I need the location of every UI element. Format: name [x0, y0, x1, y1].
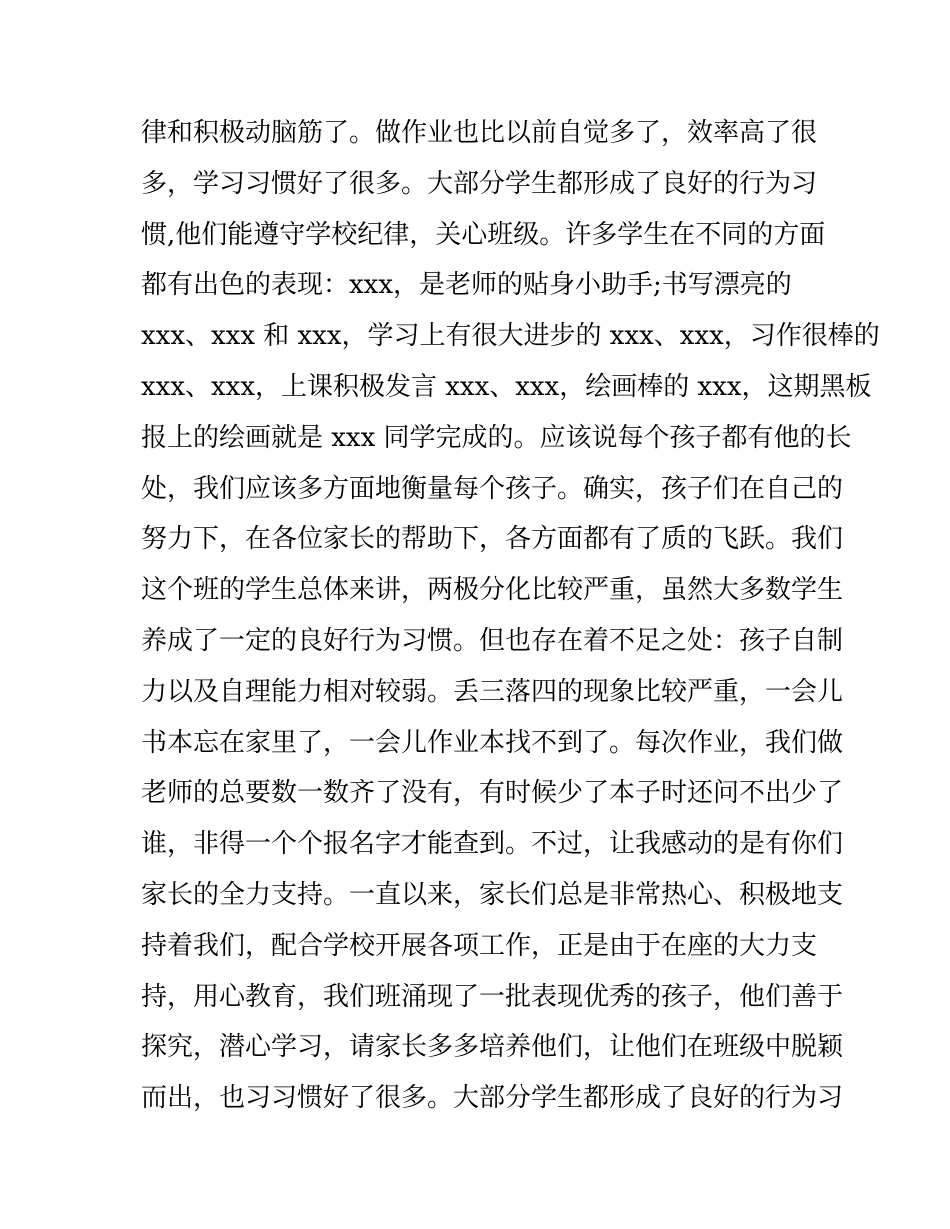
text-line: 处，我们应该多方面地衡量每个孩子。确实，孩子们在自己的	[141, 473, 844, 504]
text-line: 老师的总要数一数齐了没有，有时候少了本子时还问不出少了	[141, 778, 844, 809]
text-line: 惯,他们能遵守学校纪律，关心班级。许多学生在不同的方面	[141, 219, 826, 250]
text-line: xxx、xxx，上课积极发言 xxx、xxx，绘画棒的 xxx，这期黑板	[141, 371, 872, 402]
text-line: xxx、xxx 和 xxx，学习上有很大进步的 xxx、xxx，习作很棒的	[141, 321, 880, 352]
text-line: 努力下，在各位家长的帮助下，各方面都有了质的飞跃。我们	[141, 524, 844, 555]
text-line: 书本忘在家里了，一会儿作业本找不到了。每次作业，我们做	[141, 727, 844, 758]
text-line: 都有出色的表现：xxx，是老师的贴身小助手;书写漂亮的	[141, 270, 792, 301]
text-line: 家长的全力支持。一直以来，家长们总是非常热心、积极地支	[141, 879, 844, 910]
text-line: 谁，非得一个个报名字才能查到。不过，让我感动的是有你们	[141, 829, 844, 860]
text-line: 这个班的学生总体来讲，两极分化比较严重，虽然大多数学生	[141, 575, 844, 606]
body-text	[141, 108, 880, 1124]
text-line: 持，用心教育，我们班涌现了一批表现优秀的孩子，他们善于	[141, 981, 844, 1012]
text-line: 而出，也习习惯好了很多。大部分学生都形成了良好的行为习	[141, 1083, 844, 1114]
text-line: 养成了一定的良好行为习惯。但也存在着不足之处：孩子自制	[141, 625, 844, 656]
text-line: 报上的绘画就是 xxx 同学完成的。应该说每个孩子都有他的长	[141, 422, 852, 453]
text-line: 力以及自理能力相对较弱。丢三落四的现象比较严重，一会儿	[141, 676, 844, 707]
text-line: 持着我们，配合学校开展各项工作，正是由于在座的大力支	[141, 930, 818, 961]
text-line: 律和积极动脑筋了。做作业也比以前自觉多了，效率高了很	[141, 118, 818, 148]
text-line: 探究，潜心学习，请家长多多培养他们，让他们在班级中脱颖	[141, 1032, 844, 1063]
text-line: 多，学习习惯好了很多。大部分学生都形成了良好的行为习	[141, 168, 818, 199]
